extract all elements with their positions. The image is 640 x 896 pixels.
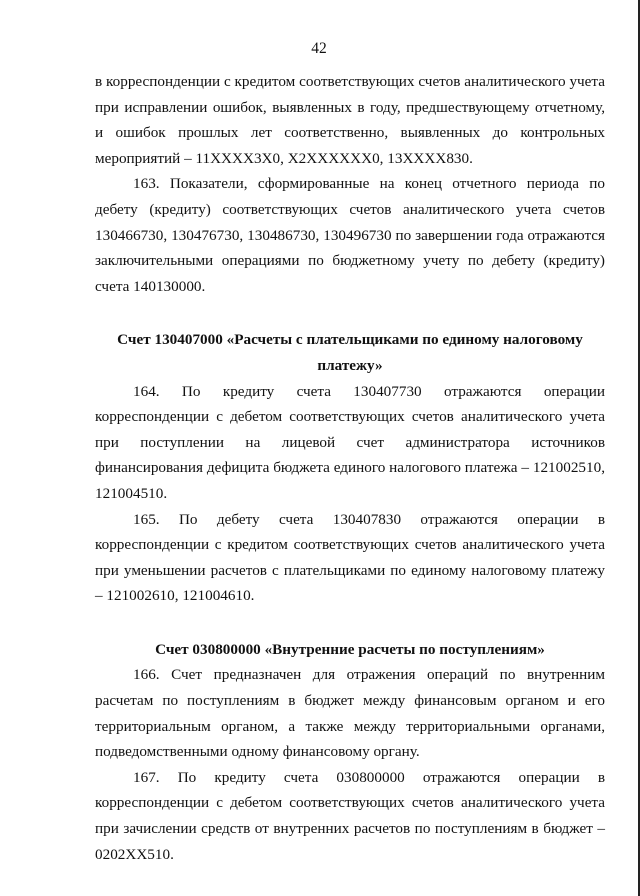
paragraph-165: 165. По дебету счета 130407830 отражаются операции в корреспонденции с кредитом соответствующих счетов аналитического учета при уменьшении расчетов с плательщиками по единому налоговому платежу – 121002610, 121004610.	[95, 510, 605, 605]
paragraph-continuation: в корреспонденции с кредитом соответствующих счетов аналитического учета при исправлении ошибок, выявленных в году, предшествующему отчетному, и ошибок прошлых лет соответственно, выявленных до контрольных мероприятий – 11XXXX3X0, X2XXXXXX0, 13XXXX830.	[95, 73, 605, 167]
paragraph-167: 167. По кредиту счета 030800000 отражаются операции в корреспонденции с дебетом соответствующих счетов аналитического учета при зачислении средств от внутренних расчетов по поступлениям в бюджет – 0202XX510.	[95, 768, 605, 863]
paragraph-164: 164. По кредиту счета 130407730 отражаются операции корреспонденции с дебетом соответствующих счетов аналитического учета при поступлении на лицевой счет администратора источников финансирования дефицита бюджета единого налогового платежа – 121002510, 121004510.	[95, 382, 605, 502]
paragraph-166: 166. Счет предназначен для отражения операций по внутренним расчетам по поступлениям в бюджет между финансовым органом и его территориальным органом, а также между территориальными органами, подведомственными одному финансовому органу.	[95, 666, 605, 761]
section-heading-130407000: Счет 130407000 «Расчеты с плательщиками по единому налоговому платежу»	[117, 331, 583, 374]
section-spacer	[95, 299, 605, 327]
section-spacer	[95, 609, 605, 637]
page-number: 42	[311, 40, 327, 57]
section-heading-030800000: Счет 030800000 «Внутренние расчеты по поступлениям»	[155, 640, 545, 658]
paragraph-163: 163. Показатели, сформированные на конец отчетного периода по дебету (кредиту) соответствующих счетов аналитического учета счетов 130466730, 130476730, 130486730, 130496730 по завершении года отражаются заключительными операциями по бюджетному учету по дебету (кредиту) счета 140130000.	[95, 175, 605, 295]
document-body	[95, 69, 605, 867]
